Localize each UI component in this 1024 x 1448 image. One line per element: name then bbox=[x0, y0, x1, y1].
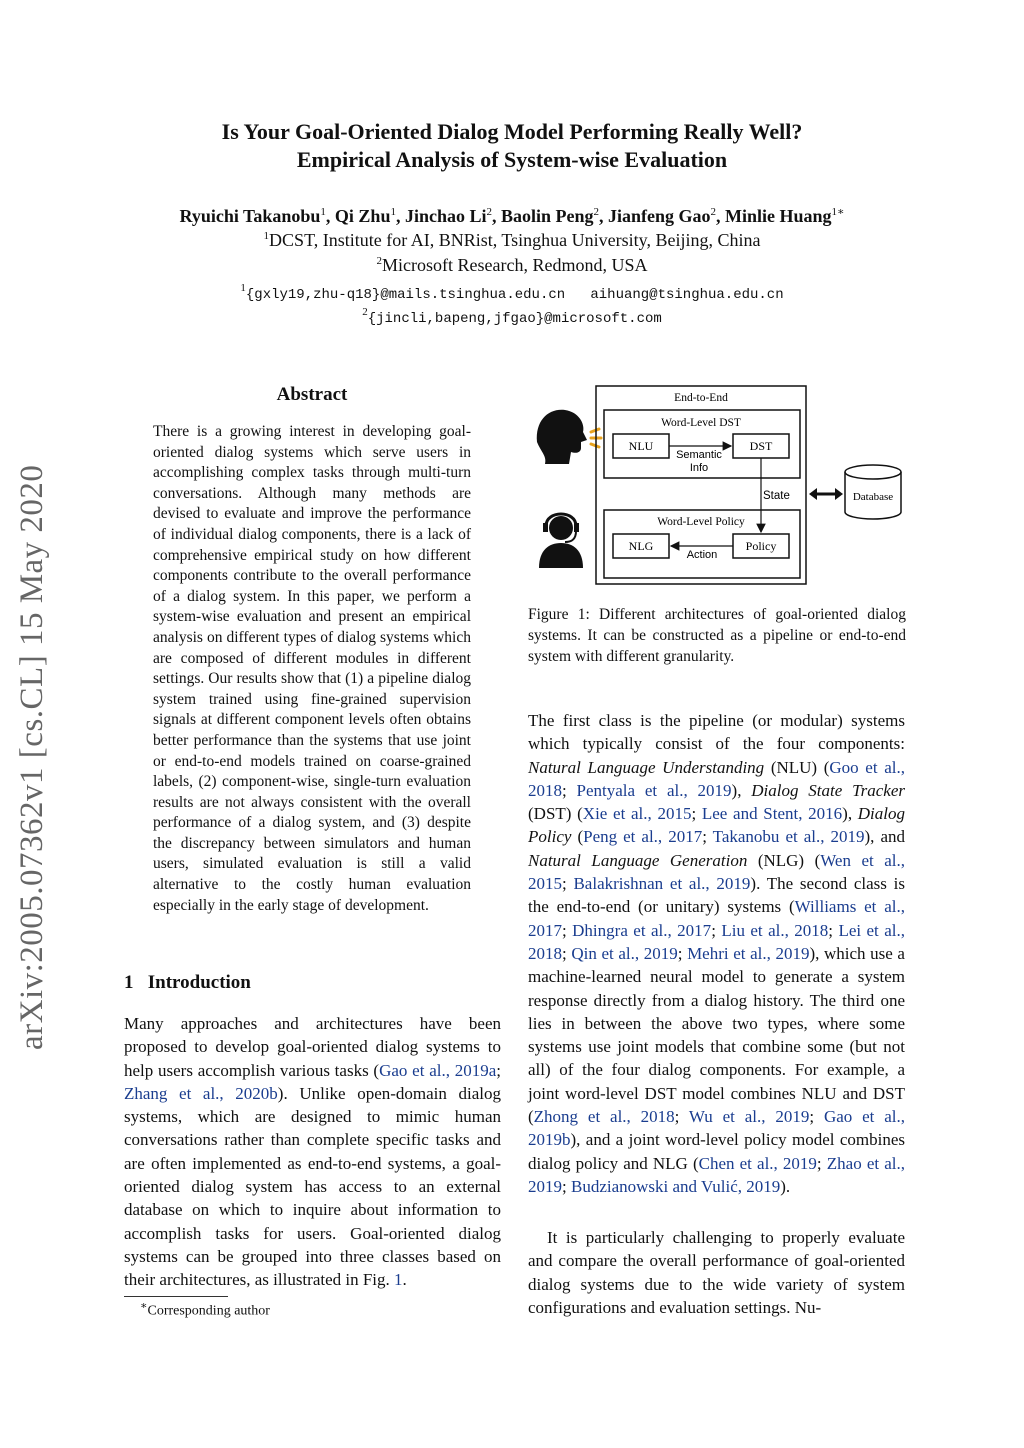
intro-text: ). Unlike open-domain dialog systems, which are designed to mimic human conversations rather than complete specific tasks and are often implemented as end-to-end systems, a goal-oriented dialog system has access to an external database on which to inquire about information to accomplish tasks for users. Goal-oriented dialog systems can be grouped into three classes based on their architectures, as illustrated in Fig. bbox=[124, 1083, 501, 1290]
title-line-2: Empirical Analysis of System-wise Evaluation bbox=[296, 147, 728, 172]
end-to-end-label: End-to-End bbox=[674, 392, 728, 404]
database-label: Database bbox=[852, 491, 894, 503]
citation-link[interactable]: Lee and Stent, 2016 bbox=[701, 804, 843, 824]
citation-link[interactable]: Budzianowski and Vulić, 2019 bbox=[570, 1176, 781, 1196]
email-mark: 1 bbox=[240, 282, 246, 294]
intro-paragraph bbox=[124, 1012, 501, 1292]
citation-link[interactable]: Xie et al., 2015 bbox=[582, 804, 692, 824]
author-affiliation-mark: 2 bbox=[486, 206, 492, 218]
citation-link[interactable]: Pentyala et al., 2019 bbox=[576, 780, 732, 800]
citation-link[interactable]: Zhong et al., 2018 bbox=[533, 1107, 675, 1127]
author-affiliation-mark: 1∗ bbox=[831, 206, 845, 218]
paragraph-text: ), and a joint word-level policy model combines dialog policy and NLG ( bbox=[528, 1130, 905, 1173]
paragraph-text: ; bbox=[677, 943, 688, 963]
section-number: 1 bbox=[124, 972, 134, 993]
footnote-mark: ∗ bbox=[140, 1300, 148, 1312]
section-title: Introduction bbox=[147, 972, 251, 993]
paragraph-text: ). The second class is the end-to-end (or unitary) systems ( bbox=[528, 874, 905, 917]
citation-link[interactable]: Wen et al., 2015 bbox=[528, 850, 905, 894]
paragraph-text: ; bbox=[711, 920, 722, 940]
author-affiliation-mark: 2 bbox=[710, 206, 717, 218]
state-label: State bbox=[763, 490, 790, 502]
state-database-arrow bbox=[809, 488, 843, 500]
affiliation-text: Microsoft Research, Redmond, USA bbox=[382, 255, 648, 275]
paragraph-text: (DST) ( bbox=[528, 804, 583, 824]
affiliation-text: DCST, Institute for AI, BNRist, Tsinghua University, Beijing, China bbox=[269, 230, 761, 250]
author-name: Jianfeng Gao bbox=[608, 206, 711, 226]
author-affiliation-mark: 2 bbox=[593, 206, 599, 218]
author-name: Qi Zhu bbox=[334, 206, 391, 226]
footnote-text: Corresponding author bbox=[147, 1303, 270, 1319]
paragraph-text: ), and bbox=[864, 827, 905, 847]
paragraph-text: ; bbox=[562, 920, 573, 940]
paragraph-text: (NLG) ( bbox=[747, 850, 821, 870]
title-line-1: Is Your Goal-Oriented Dialog Model Performing Really Well? bbox=[221, 119, 803, 144]
author-affiliation-mark: 1 bbox=[390, 206, 396, 218]
citation-link[interactable]: Lei et al., 2018 bbox=[528, 920, 905, 963]
word-level-dst-label: Word-Level DST bbox=[661, 417, 741, 429]
policy-label: Policy bbox=[745, 539, 777, 553]
email-address: aihuang@tsinghua.edu.cn bbox=[590, 287, 784, 303]
paragraph-text: ( bbox=[571, 827, 584, 847]
author-name: Minlie Huang bbox=[725, 206, 832, 226]
word-level-policy-label: Word-Level Policy bbox=[657, 516, 745, 528]
email-line-2 bbox=[0, 306, 1024, 327]
affiliation-mark: 2 bbox=[376, 255, 383, 267]
email-address: {jincli,bapeng,jfgao}@microsoft.com bbox=[367, 311, 662, 327]
paragraph-text: ), bbox=[731, 780, 752, 800]
paragraph-text: ; bbox=[562, 943, 572, 963]
paragraph-text: ; bbox=[702, 827, 713, 847]
right-paragraph-1 bbox=[528, 709, 905, 1198]
citation-link[interactable]: Mehri et al., 2019 bbox=[687, 943, 810, 963]
author-name: Baolin Peng bbox=[500, 206, 594, 226]
abstract-text: There is a growing interest in developing goal-oriented dialog systems which serve users in accomplishing complex tasks through multi-turn conversations. Although many methods are devised to evaluate and improve the performance of individual dialog components, there is a lack of comprehensive empirical study on how different components contribute to the overall performance of a dialog system. In this paper, we perform a system-wise evaluation and present an empirical analysis on different types of dialog systems which are composed of different modules in different settings. Our results show that (1) a pipeline dialog system trained using fine-grained supervision signals at different component levels often obtains better performance than the systems that use joint or end-to-end models trained on coarse-grained labels, (2) component-wise, single-turn evaluation results are not always consistent with the overall performance of a dialog system, and (3) despite the discrepancy between simulators and human users, simulated evaluation is still a valid alternative to the costly human evaluation especially in the early stage of development. bbox=[153, 423, 471, 914]
paper-title bbox=[0, 118, 1024, 174]
citation-link[interactable]: Dhingra et al., 2017 bbox=[572, 920, 712, 940]
citation-link[interactable]: Wu et al., 2019 bbox=[688, 1107, 810, 1127]
affiliation-mark: 1 bbox=[263, 230, 270, 242]
citation-link[interactable]: Peng et al., 2017 bbox=[583, 827, 703, 847]
agent-headset-icon bbox=[539, 514, 583, 568]
intro-text: ; bbox=[496, 1060, 502, 1080]
citation-link[interactable]: Qin et al., 2019 bbox=[571, 943, 678, 963]
intro-text: . bbox=[402, 1270, 407, 1290]
nlu-label: NLU bbox=[628, 439, 654, 453]
dst-label: DST bbox=[749, 439, 773, 453]
intro-text: Many approaches and architectures have been proposed to develop goal-oriented dialog systems to help users accomplish various tasks ( bbox=[124, 1014, 501, 1080]
component-term: Natural Language Generation bbox=[528, 850, 748, 870]
author-affiliation-mark: 1 bbox=[320, 206, 326, 218]
semantic-label: Semantic bbox=[676, 449, 722, 461]
paragraph-text: The first class is the pipeline (or modular) systems which typically consist of the four components: bbox=[528, 711, 905, 754]
citation-link[interactable]: Zhang et al., 2020b bbox=[124, 1083, 278, 1103]
affiliation-2 bbox=[0, 255, 1024, 276]
figure-architecture bbox=[525, 380, 915, 592]
paragraph-text: ), which use a machine-learned neural model to generate a system response directly from a dialog history. The third one lies in between the above two types, where some systems use joint models that combine some (but not all) of the four dialog components. For example, a joint word-level DST model combines NLU and DST ( bbox=[528, 943, 905, 1127]
footnote bbox=[140, 1299, 270, 1320]
author-name: Ryuichi Takanobu bbox=[179, 206, 321, 226]
arxiv-identifier: arXiv:2005.07362v1 [cs.CL] 15 May 2020 bbox=[14, 464, 50, 1050]
paragraph-text: ), bbox=[842, 804, 858, 824]
footnote-rule bbox=[124, 1296, 228, 1297]
citation-link[interactable]: Gao et al., 2019b bbox=[528, 1107, 905, 1150]
email-address: {gxly19,zhu-q18}@mails.tsinghua.edu.cn bbox=[245, 287, 566, 303]
figure-link[interactable]: 1 bbox=[394, 1270, 403, 1290]
citation-link[interactable]: Goo et al., 2018 bbox=[528, 757, 905, 800]
user-speaking-icon bbox=[537, 410, 601, 464]
paragraph-text: ; bbox=[691, 804, 702, 824]
component-term: Dialog Policy bbox=[528, 804, 905, 847]
paragraph-text: ; bbox=[828, 920, 839, 940]
author-list: Ryuichi Takanobu$^1$, Qi Zhu$^1$, Jinchao Li$^2$, Baolin Peng$^2$, Jianfeng Gao$^2$, Minlie Huang$^{1∗}$ bbox=[179, 206, 845, 226]
paragraph-text: ; bbox=[816, 1153, 827, 1173]
author-name: Jinchao Li bbox=[404, 206, 487, 226]
paragraph-text: ; bbox=[809, 1107, 824, 1127]
email-line-1 bbox=[0, 282, 1024, 303]
paragraph-text: (NLU) ( bbox=[764, 757, 830, 777]
abstract-heading: Abstract bbox=[276, 384, 348, 405]
citation-link[interactable]: Gao et al., 2019a bbox=[379, 1060, 497, 1080]
citation-link[interactable]: Chen et al., 2019 bbox=[698, 1153, 817, 1173]
citation-link[interactable]: Liu et al., 2018 bbox=[721, 920, 829, 940]
right-paragraph-2: It is particularly challenging to properly evaluate and compare the overall performance of goal-oriented dialog systems due to the wide variety of system configurations and evaluation settings. Nu- bbox=[528, 1228, 905, 1317]
email-mark: 2 bbox=[362, 306, 368, 318]
component-term: Dialog State Tracker bbox=[751, 780, 905, 800]
paragraph-text: ; bbox=[562, 1176, 571, 1196]
paragraph-text: ; bbox=[562, 874, 574, 894]
citation-link[interactable]: Takanobu et al., 2019 bbox=[712, 827, 865, 847]
citation-link[interactable]: Zhao et al., 2019 bbox=[528, 1153, 905, 1196]
figure-caption: Figure 1: Different architectures of goal-oriented dialog systems. It can be constructed as a pipeline or end-to-end system with different granularity. bbox=[528, 606, 906, 665]
affiliation-1 bbox=[0, 230, 1024, 251]
citation-link[interactable]: Williams et al., 2017 bbox=[528, 897, 905, 940]
nlg-label: NLG bbox=[628, 539, 654, 553]
section-heading bbox=[124, 972, 251, 994]
action-label: Action bbox=[686, 549, 718, 561]
paragraph-text: ). bbox=[780, 1176, 791, 1196]
info-label: Info bbox=[689, 462, 709, 474]
citation-link[interactable]: Balakrishnan et al., 2019 bbox=[573, 874, 751, 894]
component-term: Natural Language Understanding bbox=[528, 757, 765, 777]
paragraph-text: ; bbox=[562, 780, 577, 800]
paragraph-text: ; bbox=[674, 1107, 689, 1127]
